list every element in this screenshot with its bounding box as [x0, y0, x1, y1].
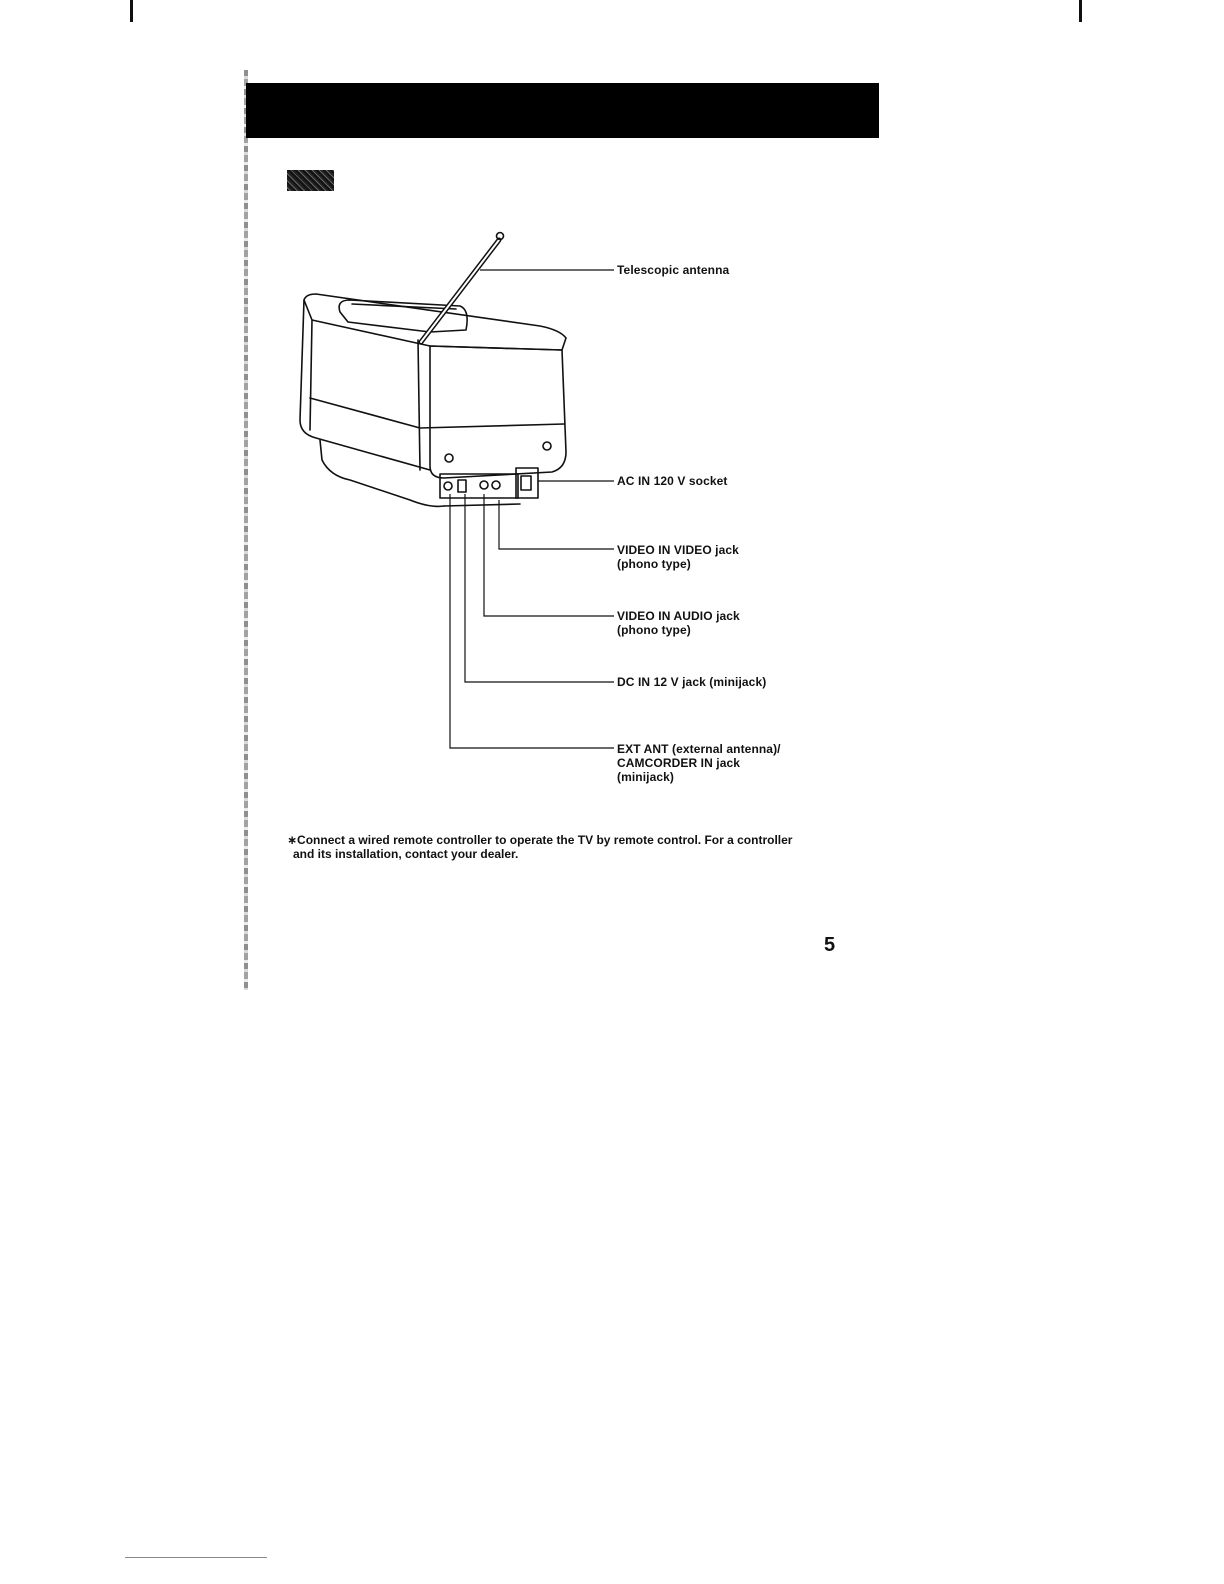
- bottom-rule: [125, 1557, 267, 1558]
- callout-video-in-audio-jack: VIDEO IN AUDIO jack (phono type): [617, 609, 740, 637]
- callout-dc-in-jack: DC IN 12 V jack (minijack): [617, 675, 767, 689]
- telescopic-antenna: [421, 233, 504, 343]
- callout-telescopic-antenna: Telescopic antenna: [617, 263, 730, 277]
- callout-ext-ant-jack: EXT ANT (external antenna)/ CAMCORDER IN jack (minijack): [617, 742, 781, 784]
- footnote: ∗Connect a wired remote controller to operate the TV by remote control. For a controller and its installation, contact your dealer.: [287, 833, 793, 861]
- callout-video-in-video-jack: VIDEO IN VIDEO jack (phono type): [617, 543, 739, 571]
- page-number: 5: [824, 934, 836, 956]
- callout-ac-in-socket: AC IN 120 V socket: [617, 474, 728, 488]
- leader-lines: [450, 270, 614, 748]
